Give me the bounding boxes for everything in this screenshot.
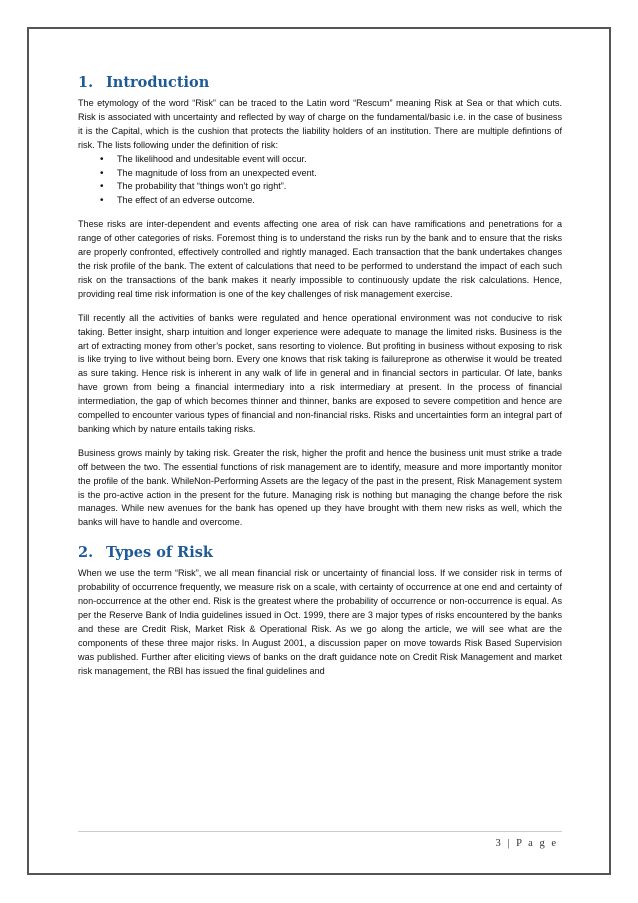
list-item: • The effect of an edverse outcome. (100, 194, 562, 208)
paragraph: When we use the term “Risk”, we all mean financial risk or uncertainty of financial loss. If we consider risk in terms of probability of occurrence frequently, we measure risk on a scale, with certainty of occurrence at one end and certainty of non-occurrence at the other end. Risk is the greatest where the probability of occurrence or non-occurrence is equal. As per the Reserve Bank of India guidelines issued in Oct. 1999, there are 3 major types of risks encountered by the banks and these are Credit Risk, Market Risk & Operational Risk. As we go along the article, we will see what are the components of these three major risks. In August 2001, a discussion paper on move towards Risk Based Supervision was published. Further after eliciting views of banks on the draft guidance note on Credit Risk Management and market risk management, the RBI has issued the final guidelines and (78, 568, 562, 676)
heading-introduction (78, 74, 562, 91)
paragraph: Till recently all the activities of banks were regulated and hence operational environment was not conducive to risk taking. Better insight, sharp intuition and longer experience were adequate to manage the limited risks. Business is the art of extracting money from other’s pocket, sans resorting to violence. But profiting in business without exposing to risk is like trying to live without being born. Every one knows that risk taking is failureprone as otherwise it would be treated as sure taking. Hence risk is inherent in any walk of life in general and in financial sectors in particular. Of late, banks have grown from being a financial intermediary into a risk intermediary at present. In the process of financial intermediation, the gap of which becomes thinner and thinner, banks are exposed to severe competition and hence are compelled to encounter various types of financial and non-financial risks. Risks and uncertainties form an integral part of banking which by nature entails taking risks. (78, 312, 562, 434)
heading-number: 1. (78, 74, 94, 91)
paragraph-intro: The etymology of the word “Risk” can be traced to the Latin word “Rescum” meaning Risk at Sea or that which cuts. Risk is associated with uncertainty and reflected by way of charge on the fundamental/basic i.e. in the case of business it is the Capital, which is the cushion that protects the liability holders of an institution. There are multiple defintions of risk. The lists following under the definition of risk: (78, 98, 562, 150)
definition-list (78, 153, 562, 209)
list-item: • The probability that “things won’t go right”. (100, 180, 562, 194)
heading-types-of-risk (78, 544, 562, 561)
paragraph: These risks are inter-dependent and events affecting one area of risk can have ramifications and penetrations for a range of other categories of risks. Foremost thing is to understand the risks run by the bank and to ensure that the risks are properly confronted, effectively controlled and rightly managed. Each transaction that the bank undertakes changes the risk profile of the bank. The extent of calculations that need to be performed to understand the impact of each such risk on the transactions of the bank makes it nearly impossible to continuously update the risk calculations. Hence, providing real time risk information is one of the key challenges of risk management exercise. (78, 219, 562, 299)
page-number: 3 | P a g e (495, 838, 558, 849)
paragraph: Business grows mainly by taking risk. Greater the risk, higher the profit and hence the business unit must strike a trade off between the two. The essential functions of risk management are to identify, measure and more importantly monitor the profile of the bank. WhileNon-Performing Assets are the legacy of the past in the present, Risk Management system is the pro-active action in the present for the future. Managing risk is nothing but managing the change before the risk manages. While new avenues for the bank has opened up they have brought with them new risks as well, which the banks will have to handle and overcome. (78, 447, 562, 528)
document-body (78, 74, 562, 679)
heading-title: Introduction (106, 74, 210, 91)
list-item: • The likelihood and undesitable event will occur. (100, 153, 562, 167)
footer-divider (78, 831, 562, 832)
heading-number: 2. (78, 544, 94, 562)
list-item: • The magnitude of loss from an unexpected event. (100, 167, 562, 181)
heading-title: Types of Risk (106, 544, 213, 562)
